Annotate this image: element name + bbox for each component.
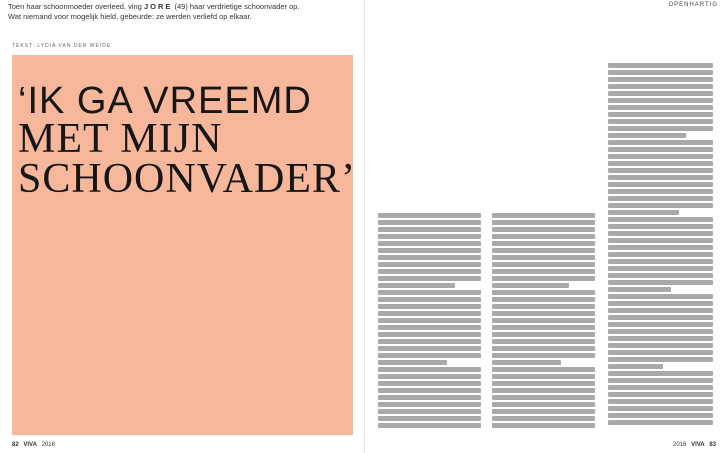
text-line (492, 220, 595, 225)
folio-right-issue: 2016 (673, 442, 687, 448)
folio-right (673, 442, 716, 448)
text-line (378, 248, 481, 253)
text-line (378, 255, 481, 260)
text-line (608, 308, 713, 313)
section-label: OPENHARTIG (668, 2, 718, 8)
text-line (608, 406, 713, 411)
text-line (608, 161, 713, 166)
text-line (378, 409, 481, 414)
text-line (492, 409, 595, 414)
text-line (608, 175, 713, 180)
text-line (608, 189, 713, 194)
text-line (608, 147, 713, 152)
text-line (608, 371, 713, 376)
text-line (492, 353, 595, 358)
text-line (608, 259, 713, 264)
text-line (492, 423, 595, 428)
text-line (378, 262, 481, 267)
text-line (608, 126, 713, 131)
text-line (378, 416, 481, 421)
text-line (378, 318, 481, 323)
text-line (378, 234, 481, 239)
text-line (492, 262, 595, 267)
text-line (492, 388, 595, 393)
text-line (608, 273, 713, 278)
folio-right-magazine: VIVA (691, 442, 705, 448)
text-line (608, 322, 713, 327)
text-line (608, 224, 713, 229)
text-line (492, 346, 595, 351)
text-line (378, 227, 481, 232)
text-line (492, 339, 595, 344)
headline-line2: MET MIJN (18, 116, 223, 162)
text-line (608, 112, 713, 117)
text-line (378, 339, 481, 344)
text-line (608, 378, 713, 383)
text-line (492, 213, 595, 218)
text-line (608, 231, 713, 236)
text-line (378, 290, 481, 295)
text-line (608, 70, 713, 75)
text-line (492, 395, 595, 400)
text-line (492, 381, 595, 386)
headline (18, 80, 356, 202)
text-line (608, 182, 713, 187)
headline-line1: ‘IK GA VREEMD (18, 80, 312, 122)
text-line (492, 297, 595, 302)
text-line (608, 238, 713, 243)
text-line (378, 283, 455, 288)
text-line (608, 133, 686, 138)
author-credit: TEKST: LYDIA VAN DER WEIDE (12, 43, 112, 49)
text-line (378, 241, 481, 246)
text-line (378, 360, 447, 365)
text-line (608, 343, 713, 348)
text-line (492, 332, 595, 337)
text-line (608, 168, 713, 173)
text-line (608, 399, 713, 404)
text-line (608, 252, 713, 257)
text-line (608, 336, 713, 341)
text-line (492, 283, 569, 288)
text-line (378, 374, 481, 379)
headline-line3: SCHOONVADER’ (18, 156, 356, 202)
text-line (492, 416, 595, 421)
text-line (492, 311, 595, 316)
text-line (608, 119, 713, 124)
intro-line1-post: (49) haar verdrietige schoonvader op. (174, 2, 300, 11)
text-line (378, 395, 481, 400)
text-line (378, 220, 481, 225)
text-line (492, 290, 595, 295)
text-line (608, 217, 713, 222)
text-line (608, 413, 713, 418)
text-line (378, 332, 481, 337)
intro-text (8, 2, 368, 22)
text-line (608, 364, 663, 369)
text-line (608, 210, 679, 215)
body-column-1 (378, 213, 488, 430)
text-line (608, 301, 713, 306)
text-line (492, 367, 595, 372)
intro-name: JORE (143, 2, 173, 11)
text-line (492, 318, 595, 323)
text-line (378, 388, 481, 393)
text-line (608, 350, 713, 355)
page-gutter (364, 0, 365, 453)
text-line (608, 245, 713, 250)
text-line (608, 196, 713, 201)
text-line (608, 280, 713, 285)
text-line (378, 276, 481, 281)
text-line (378, 346, 481, 351)
text-line (608, 420, 713, 425)
text-line (608, 357, 713, 362)
text-line (378, 325, 481, 330)
text-line (608, 63, 713, 68)
text-line (608, 385, 713, 390)
text-line (378, 353, 481, 358)
text-line (492, 374, 595, 379)
text-line (378, 381, 481, 386)
text-line (492, 248, 595, 253)
folio-left (12, 442, 55, 448)
text-line (378, 304, 481, 309)
text-line (492, 402, 595, 407)
text-line (492, 269, 595, 274)
text-line (608, 315, 713, 320)
folio-left-issue: 2016 (41, 442, 55, 448)
folio-right-number: 83 (709, 442, 716, 448)
text-line (492, 255, 595, 260)
text-line (378, 269, 481, 274)
text-line (608, 105, 713, 110)
text-line (608, 266, 713, 271)
body-column-3 (608, 63, 720, 427)
text-line (492, 325, 595, 330)
text-line (608, 203, 713, 208)
text-line (608, 98, 713, 103)
text-line (608, 140, 713, 145)
text-line (378, 297, 481, 302)
text-line (378, 367, 481, 372)
text-line (608, 294, 713, 299)
folio-left-number: 82 (12, 442, 19, 448)
text-line (492, 276, 595, 281)
folio-left-magazine: VIVA (23, 442, 37, 448)
text-line (608, 392, 713, 397)
text-line (608, 154, 713, 159)
text-line (492, 227, 595, 232)
text-line (492, 304, 595, 309)
text-line (492, 360, 561, 365)
headline-panel (12, 55, 356, 435)
body-column-2 (492, 213, 602, 430)
text-line (378, 402, 481, 407)
intro-line2: Wat niemand voor mogelijk hield, gebeurde: ze werden verliefd op elkaar. (8, 12, 252, 21)
text-line (608, 287, 671, 292)
text-line (608, 91, 713, 96)
text-line (608, 329, 713, 334)
text-line (378, 213, 481, 218)
text-line (608, 77, 713, 82)
text-line (608, 84, 713, 89)
text-line (378, 423, 481, 428)
text-line (492, 241, 595, 246)
text-line (492, 234, 595, 239)
intro-line1-pre: Toen haar schoonmoeder overleed, ving (8, 2, 142, 11)
text-line (378, 311, 481, 316)
